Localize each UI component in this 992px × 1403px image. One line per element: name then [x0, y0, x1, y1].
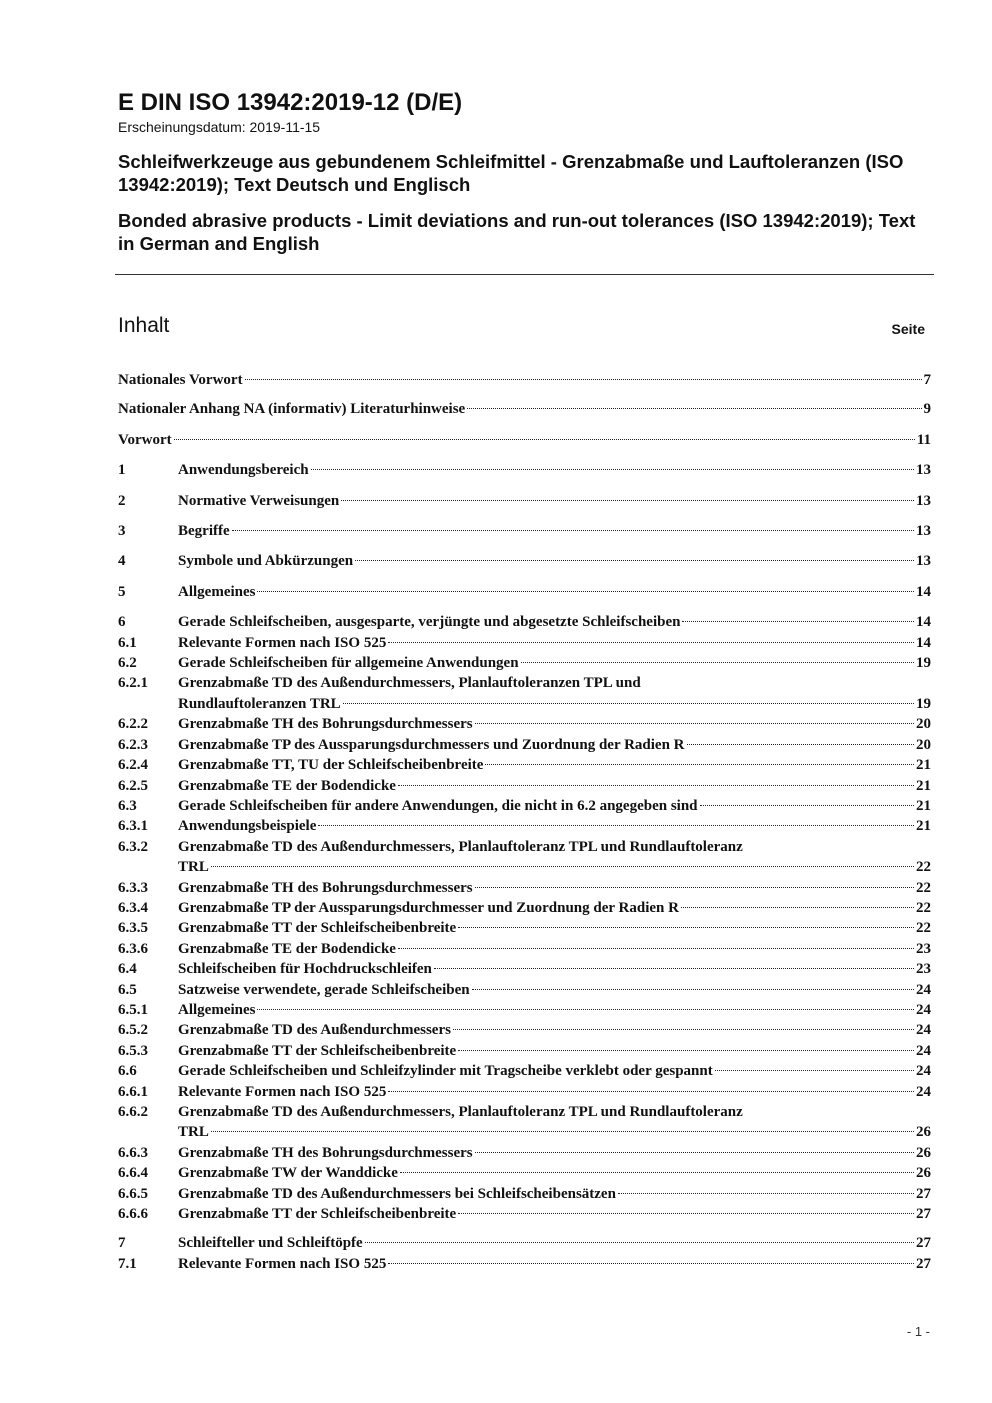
- toc-entry-page: 23: [916, 961, 931, 978]
- toc-entry[interactable]: [118, 776, 931, 796]
- toc-entry-title: Gerade Schleifscheiben und Schleifzylinder mit Tragscheibe verklebt oder gespannt: [178, 1063, 713, 1080]
- dot-leader: [453, 1029, 914, 1030]
- toc-entry-number: 6.4: [118, 961, 137, 978]
- toc-entry[interactable]: [118, 898, 931, 918]
- toc-entry[interactable]: [118, 491, 931, 511]
- toc-entry[interactable]: [118, 980, 931, 1000]
- toc-entry-page: 14: [916, 583, 931, 600]
- toc-entry-title-continued: TRL: [178, 859, 209, 876]
- toc-entry-page: 21: [916, 757, 931, 774]
- toc-entry-page: 22: [916, 859, 931, 876]
- title-german: Schleifwerkzeuge aus gebundenem Schleifmittel - Grenzabmaße und Lauftoleranzen (ISO 13942:2019); Text Deutsch und Englisch: [118, 151, 904, 195]
- toc-entry-title: Allgemeines: [178, 1001, 256, 1018]
- toc-entry-number: 3: [118, 523, 126, 540]
- table-of-contents: [118, 370, 931, 1274]
- toc-entry[interactable]: [118, 816, 931, 836]
- toc-entry-page: 13: [916, 553, 931, 570]
- toc-entry-title: Gerade Schleifscheiben für allgemeine Anwendungen: [178, 655, 519, 672]
- toc-entry-title: Schleifscheiben für Hochdruckschleifen: [178, 961, 432, 978]
- toc-entry-number: 6.2: [118, 655, 137, 672]
- toc-entry-title: Grenzabmaße TD des Außendurchmessers, Planlauftoleranz TPL und Rundlauftoleranz: [178, 1104, 743, 1120]
- toc-entry-number: 7: [118, 1235, 126, 1252]
- dot-leader: [257, 591, 914, 592]
- toc-entry-page: 27: [916, 1235, 931, 1252]
- toc-entry-title: Grenzabmaße TW der Wanddicke: [178, 1165, 398, 1182]
- dot-leader: [318, 825, 914, 826]
- toc-entry-number: 7.1: [118, 1255, 137, 1272]
- dot-leader: [211, 866, 914, 867]
- toc-entry[interactable]: [118, 399, 931, 419]
- toc-entry-title: Grenzabmaße TD des Außendurchmessers: [178, 1022, 451, 1039]
- toc-entry[interactable]: [118, 959, 931, 979]
- toc-entry-page: 7: [923, 372, 931, 388]
- dot-leader: [398, 948, 914, 949]
- dot-leader: [458, 927, 914, 928]
- toc-entry-page: 26: [916, 1144, 931, 1161]
- toc-entry[interactable]: [118, 1082, 931, 1102]
- toc-entry-number: 6.3.4: [118, 899, 148, 916]
- toc-entry-title: Grenzabmaße TT der Schleifscheibenbreite: [178, 920, 457, 937]
- toc-entry[interactable]: [118, 735, 931, 755]
- dot-leader: [398, 785, 914, 786]
- toc-entry-title: Gerade Schleifscheiben für andere Anwendungen, die nicht in 6.2 angegeben sind: [178, 797, 698, 814]
- toc-entry-page: 19: [916, 695, 931, 712]
- toc-entry-number: 2: [118, 492, 126, 509]
- toc-entry[interactable]: [118, 521, 931, 541]
- dot-leader: [245, 379, 922, 380]
- toc-entry-number: 1: [118, 462, 126, 479]
- toc-entry-title: Begriffe: [178, 523, 230, 540]
- toc-entry-number: 6.2.4: [118, 757, 148, 774]
- toc-entry[interactable]: [118, 1233, 931, 1253]
- toc-entry-number: 5: [118, 583, 126, 600]
- dot-leader: [458, 1050, 914, 1051]
- toc-entry-number: 6.3.2: [118, 838, 148, 855]
- toc-entry-page: 21: [916, 818, 931, 835]
- toc-entry-title: Grenzabmaße TT der Schleifscheibenbreite: [178, 1042, 457, 1059]
- toc-entry-title: Grenzabmaße TT, TU der Schleifscheibenbreite: [178, 757, 484, 774]
- publication-date: Erscheinungsdatum: 2019-11-15: [118, 119, 321, 135]
- toc-entry-number: 6.6.1: [118, 1083, 148, 1100]
- toc-entry-title: Grenzabmaße TD des Außendurchmessers, Planlauftoleranzen TPL und: [178, 675, 641, 692]
- toc-entry-page: 22: [916, 920, 931, 937]
- toc-entry-title: Grenzabmaße TH des Bohrungsdurchmessers: [178, 1144, 473, 1161]
- toc-entry-number: 6.5.3: [118, 1042, 148, 1059]
- toc-entry[interactable]: [118, 1000, 931, 1020]
- toc-entry-title: Grenzabmaße TD des Außendurchmessers, Planlauftoleranz TPL und Rundlauftoleranz: [178, 838, 743, 855]
- toc-entry-number: 6.3.3: [118, 879, 148, 896]
- toc-entry[interactable]: [118, 430, 931, 450]
- toc-entry-page: 19: [916, 655, 931, 672]
- toc-entry-page: 24: [916, 1083, 931, 1100]
- toc-entry-page: 27: [916, 1255, 931, 1272]
- toc-entry-title: Relevante Formen nach ISO 525: [178, 1255, 387, 1272]
- toc-entry[interactable]: [118, 918, 931, 938]
- toc-entry-title: Anwendungsbereich: [178, 462, 309, 479]
- toc-entry-number: 6.6.5: [118, 1185, 148, 1202]
- toc-entry[interactable]: [118, 1184, 931, 1204]
- dot-leader: [365, 1242, 914, 1243]
- toc-entry-page: 24: [916, 1022, 931, 1039]
- toc-entry-title: Grenzabmaße TD des Außendurchmessers bei Schleifscheibensätzen: [178, 1185, 616, 1202]
- toc-entry[interactable]: [118, 582, 931, 602]
- toc-entry-page: 13: [916, 492, 931, 509]
- dot-leader: [467, 408, 921, 409]
- toc-entry[interactable]: [118, 1061, 931, 1081]
- toc-entry-page: 9: [923, 401, 931, 418]
- dot-leader: [388, 1263, 914, 1264]
- dot-leader: [343, 703, 914, 704]
- toc-entry-page: 11: [916, 431, 931, 448]
- toc-entry[interactable]: [118, 714, 931, 734]
- dot-leader: [682, 621, 914, 622]
- toc-entry[interactable]: [118, 370, 931, 390]
- toc-entry[interactable]: [118, 1143, 931, 1163]
- toc-entry-title: Satzweise verwendete, gerade Schleifscheiben: [178, 981, 470, 998]
- toc-entry-number: 6.2.2: [118, 716, 148, 733]
- toc-entry-title: Nationaler Anhang NA (informativ) Literaturhinweise: [118, 401, 466, 418]
- dot-leader: [355, 560, 914, 561]
- toc-entry-title: Relevante Formen nach ISO 525: [178, 1083, 387, 1100]
- toc-entry-number: 6: [118, 614, 126, 631]
- toc-entry-title: Symbole und Abkürzungen: [178, 553, 354, 570]
- toc-entry[interactable]: [118, 612, 931, 632]
- toc-entry-title: Relevante Formen nach ISO 525: [178, 634, 387, 651]
- dot-leader: [681, 907, 914, 908]
- toc-entry-number: 6.2.5: [118, 777, 148, 794]
- toc-entry-number: 6.6: [118, 1063, 137, 1080]
- toc-entry-number: 6.3: [118, 797, 137, 814]
- toc-entry-page: 24: [916, 1042, 931, 1059]
- toc-entry-number: 6.1: [118, 634, 137, 651]
- page-column-heading: Seite: [891, 321, 925, 337]
- toc-entry-title: Gerade Schleifscheiben, ausgesparte, verjüngte und abgesetzte Schleifscheiben: [178, 614, 681, 631]
- dot-leader: [472, 989, 914, 990]
- toc-entry-title: Schleifteller und Schleiftöpfe: [178, 1235, 363, 1252]
- toc-entry[interactable]: [118, 796, 931, 816]
- toc-entry-page: 26: [916, 1124, 931, 1141]
- toc-entry[interactable]: [118, 837, 931, 878]
- toc-entry-number: 6.5.2: [118, 1022, 148, 1039]
- toc-entry-number: 6.6.3: [118, 1144, 148, 1161]
- toc-entry-page: 14: [916, 614, 931, 631]
- toc-entry[interactable]: [118, 1041, 931, 1061]
- dot-leader: [700, 805, 914, 806]
- toc-entry-page: 27: [916, 1185, 931, 1202]
- toc-entry-page: 27: [916, 1206, 931, 1223]
- toc-entry-page: 24: [916, 981, 931, 998]
- toc-entry-number: 6.6.4: [118, 1165, 148, 1182]
- toc-entry-title: Vorwort: [118, 431, 172, 448]
- page-number: - 1 -: [906, 1324, 930, 1339]
- dot-leader: [400, 1172, 914, 1173]
- toc-entry-page: 21: [916, 777, 931, 794]
- toc-entry-title: Grenzabmaße TP der Aussparungsdurchmesser und Zuordnung der Radien R: [178, 899, 679, 916]
- toc-entry[interactable]: [118, 633, 931, 653]
- dot-leader: [521, 662, 914, 663]
- dot-leader: [388, 642, 914, 643]
- toc-entry-title-continued: Rundlauftoleranzen TRL: [178, 695, 341, 712]
- document-id: E DIN ISO 13942:2019-12 (D/E): [118, 89, 463, 116]
- toc-entry[interactable]: [118, 653, 931, 673]
- toc-entry-page: 22: [916, 899, 931, 916]
- dot-leader: [458, 1213, 914, 1214]
- toc-entry-page: 13: [916, 523, 931, 540]
- toc-entry-title: Anwendungsbeispiele: [178, 818, 317, 835]
- dot-leader: [174, 439, 915, 440]
- dot-leader: [434, 968, 914, 969]
- toc-entry-number: 4: [118, 553, 126, 570]
- toc-entry[interactable]: [118, 460, 931, 480]
- toc-entry-page: 24: [916, 1001, 931, 1018]
- toc-entry-number: 6.3.5: [118, 920, 148, 937]
- toc-entry-page: 22: [916, 879, 931, 896]
- toc-entry-title: Grenzabmaße TP des Aussparungsdurchmessers und Zuordnung der Radien R: [178, 736, 685, 753]
- toc-entry-number: 6.5: [118, 981, 137, 998]
- toc-entry-number: 6.5.1: [118, 1001, 148, 1018]
- toc-entry-title: Grenzabmaße TE der Bodendicke: [178, 777, 396, 794]
- toc-entry-number: 6.2.1: [118, 675, 148, 692]
- dot-leader: [475, 887, 914, 888]
- document-header: [118, 88, 934, 256]
- toc-entry[interactable]: [118, 1020, 931, 1040]
- dot-leader: [475, 1152, 914, 1153]
- dot-leader: [715, 1070, 914, 1071]
- toc-entry-number: 6.2.3: [118, 736, 148, 753]
- toc-entry-number: 6.6.2: [118, 1104, 148, 1120]
- toc-entry-title: Normative Verweisungen: [178, 492, 340, 509]
- toc-entry-page: 20: [916, 736, 931, 753]
- toc-entry[interactable]: [118, 1102, 931, 1143]
- toc-entry[interactable]: [118, 755, 931, 775]
- toc-entry-number: 6.3.1: [118, 818, 148, 835]
- toc-entry-page: 24: [916, 1063, 931, 1080]
- toc-entry[interactable]: [118, 1204, 931, 1224]
- toc-entry[interactable]: [118, 939, 931, 959]
- dot-leader: [388, 1091, 914, 1092]
- dot-leader: [341, 500, 914, 501]
- toc-entry-page: 21: [916, 797, 931, 814]
- toc-entry-page: 26: [916, 1165, 931, 1182]
- toc-entry[interactable]: [118, 551, 931, 571]
- toc-entry-number: 6.3.6: [118, 940, 148, 957]
- toc-entry[interactable]: [118, 673, 931, 714]
- toc-entry-page: 20: [916, 716, 931, 733]
- toc-entry-page: 14: [916, 634, 931, 651]
- dot-leader: [211, 1131, 914, 1132]
- toc-entry-title: Grenzabmaße TH des Bohrungsdurchmessers: [178, 716, 473, 733]
- title-english: Bonded abrasive products - Limit deviations and run-out tolerances (ISO 13942:2019); Text in German and English: [118, 210, 916, 254]
- dot-leader: [257, 1009, 914, 1010]
- toc-entry[interactable]: [118, 1254, 931, 1274]
- toc-entry-number: 6.6.6: [118, 1206, 148, 1223]
- dot-leader: [475, 723, 914, 724]
- toc-entry-title: Grenzabmaße TT der Schleifscheibenbreite: [178, 1206, 457, 1223]
- dot-leader: [618, 1193, 914, 1194]
- toc-entry-title-continued: TRL: [178, 1124, 209, 1141]
- toc-entry[interactable]: [118, 1163, 931, 1183]
- toc-entry-title: Grenzabmaße TH des Bohrungsdurchmessers: [178, 879, 473, 896]
- toc-heading: Inhalt: [118, 314, 170, 337]
- toc-entry-title: Grenzabmaße TE der Bodendicke: [178, 940, 396, 957]
- toc-entry[interactable]: [118, 878, 931, 898]
- dot-leader: [687, 744, 914, 745]
- toc-entry-page: 13: [916, 462, 931, 479]
- toc-entry-title: Allgemeines: [178, 583, 256, 600]
- dot-leader: [311, 469, 914, 470]
- dot-leader: [485, 764, 914, 765]
- header-divider: [115, 274, 934, 275]
- toc-entry-page: 23: [916, 940, 931, 957]
- toc-entry-title: Nationales Vorwort: [118, 372, 243, 388]
- dot-leader: [232, 530, 914, 531]
